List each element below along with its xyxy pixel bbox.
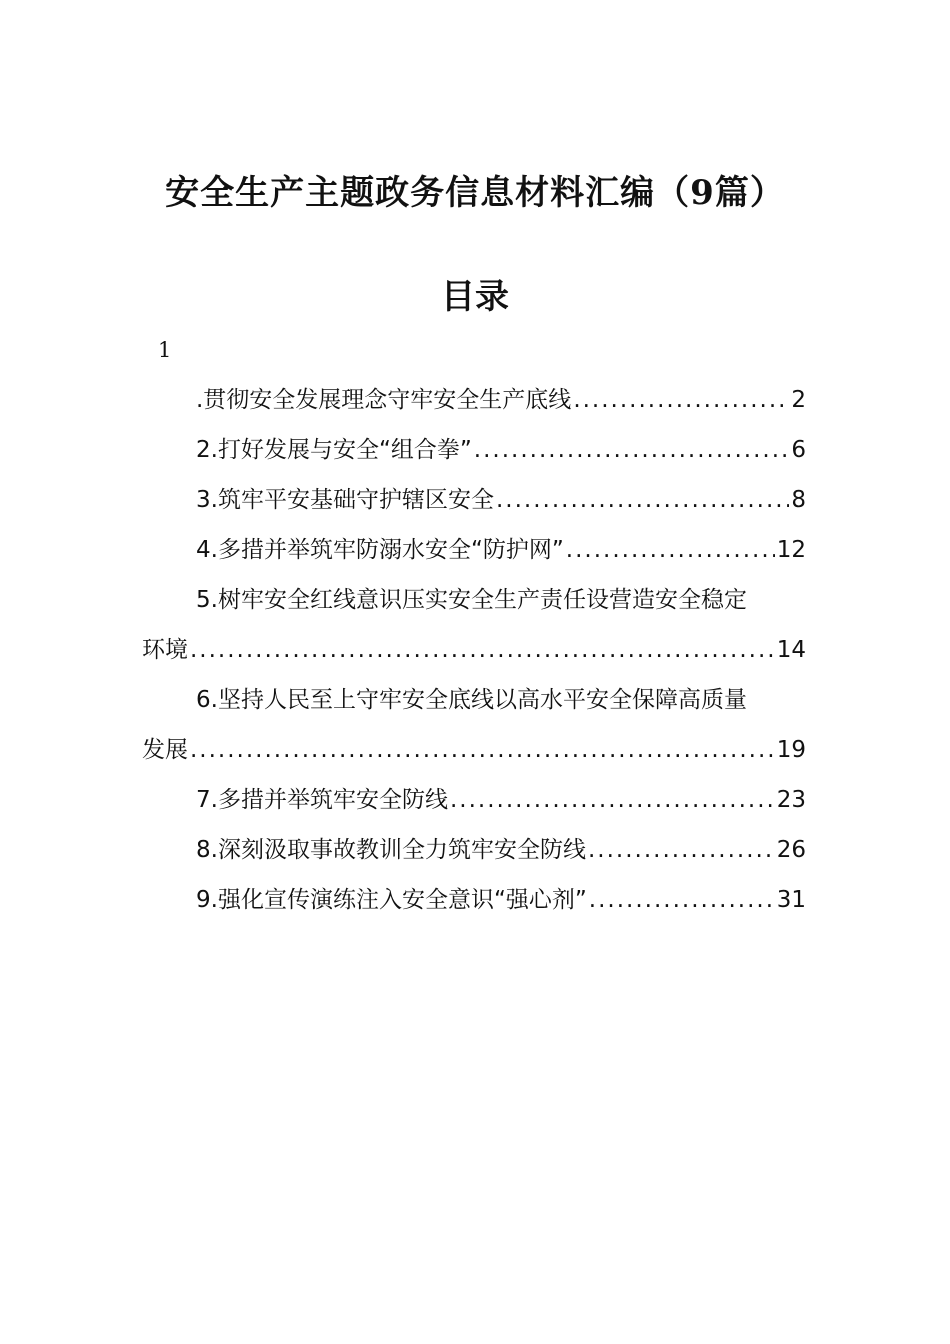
- toc-leader-dots: [190, 725, 775, 775]
- toc-leader-dots: [496, 475, 789, 525]
- toc-entry-5[interactable]: [142, 575, 806, 675]
- toc-entry-title-line1: 6.坚持人民至上守牢安全底线以高水平安全保障高质量: [196, 687, 747, 713]
- toc-entry-1[interactable]: [142, 375, 806, 425]
- toc-entry-title-line2: 环境: [142, 637, 188, 663]
- toc-page-number: 8: [791, 487, 806, 513]
- toc-leader-dots: [573, 375, 789, 425]
- toc-leader-dots: [566, 525, 775, 575]
- toc-entry-6[interactable]: [142, 675, 806, 775]
- toc-entry-title: 7.多措并举筑牢安全防线: [196, 787, 448, 813]
- document-title: 安全生产主题政务信息材料汇编（9篇）: [165, 173, 785, 213]
- toc-entry-title: 9.强化宣传演练注入安全意识“强心剂”: [196, 887, 587, 913]
- toc-page-number: 31: [776, 887, 806, 913]
- toc-entry-title: 4.多措并举筑牢防溺水安全“防护网”: [196, 537, 564, 563]
- toc-entry-8[interactable]: [142, 825, 806, 875]
- toc-entry-9[interactable]: [142, 875, 806, 925]
- toc-leader-dots: [190, 625, 775, 675]
- toc-page-number: 23: [776, 787, 806, 813]
- toc-leader-dots: [474, 425, 790, 475]
- toc-page-number: 6: [791, 437, 806, 463]
- toc-entry-title: .贯彻安全发展理念守牢安全生产底线: [196, 387, 572, 413]
- toc-entry-2[interactable]: [142, 425, 806, 475]
- toc-entry-title-line1: 5.树牢安全红线意识压实安全生产责任设营造安全稳定: [196, 587, 747, 613]
- toc-leader-dots: [450, 775, 775, 825]
- toc-entry-title: 8.深刻汲取事故教训全力筑牢安全防线: [196, 837, 586, 863]
- toc-entry-title: 3.筑牢平安基础守护辖区安全: [196, 487, 494, 513]
- toc-page-number: 19: [776, 737, 806, 763]
- toc-page-number: 14: [776, 637, 806, 663]
- toc-entry-3[interactable]: [142, 475, 806, 525]
- stray-number: 1: [158, 338, 172, 362]
- toc-entry-title-line2: 发展: [142, 737, 188, 763]
- toc-heading: 目录: [441, 277, 509, 317]
- toc-list: [142, 375, 806, 925]
- toc-entry-7[interactable]: [142, 775, 806, 825]
- toc-page-number: 12: [776, 537, 806, 563]
- toc-entry-title: 2.打好发展与安全“组合拳”: [196, 437, 472, 463]
- toc-page-number: 2: [791, 387, 806, 413]
- toc-leader-dots: [588, 825, 775, 875]
- toc-leader-dots: [589, 875, 775, 925]
- toc-entry-4[interactable]: [142, 525, 806, 575]
- toc-page-number: 26: [776, 837, 806, 863]
